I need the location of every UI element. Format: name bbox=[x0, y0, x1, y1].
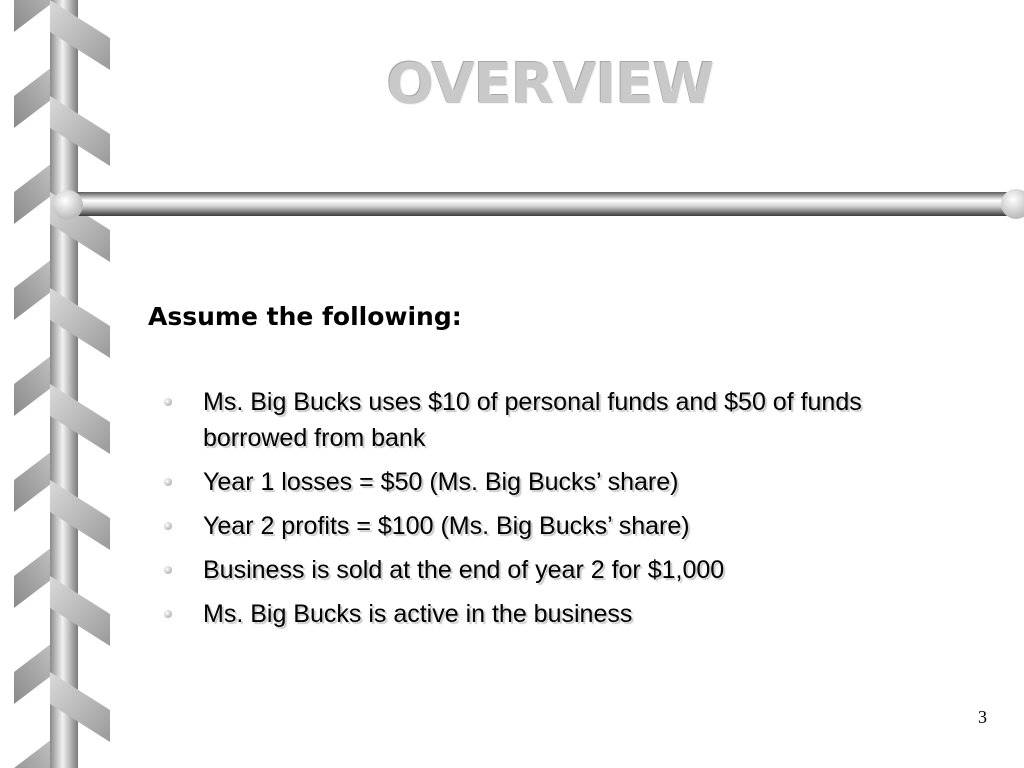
bullet-item bbox=[164, 384, 904, 456]
slide-title: OVERVIEW bbox=[386, 52, 714, 117]
ribbon-decoration bbox=[0, 0, 112, 768]
ribbon-band-back bbox=[14, 64, 56, 128]
ribbon-band-back bbox=[14, 640, 56, 704]
bullet-text: Business is sold at the end of year 2 for $1,000 bbox=[203, 556, 725, 584]
ribbon-band-back bbox=[14, 544, 56, 608]
bullet-text: Year 2 profits = $100 (Ms. Big Bucks’ share) bbox=[203, 512, 690, 540]
bullet-text: Ms. Big Bucks uses $10 of personal funds and $50 of funds borrowed from bank bbox=[203, 388, 862, 452]
ribbon-band-back bbox=[14, 256, 56, 320]
ribbon-band-back bbox=[14, 0, 56, 32]
bullet-list bbox=[164, 384, 904, 640]
horizontal-rule bbox=[48, 186, 1024, 226]
bullet-item bbox=[164, 596, 904, 632]
ribbon-band-back bbox=[14, 352, 56, 416]
bullet-item bbox=[164, 508, 904, 544]
bullet-dot-icon bbox=[164, 478, 172, 486]
bullet-text: Ms. Big Bucks is active in the business bbox=[203, 600, 633, 628]
ribbon-band-back bbox=[14, 736, 56, 768]
page-number: 3 bbox=[978, 707, 987, 727]
bullet-item bbox=[164, 552, 904, 588]
bullet-item bbox=[164, 464, 904, 500]
bullet-text: Year 1 losses = $50 (Ms. Big Bucks’ share) bbox=[203, 468, 679, 496]
ribbon-band-back bbox=[14, 448, 56, 512]
bullet-dot-icon bbox=[164, 610, 172, 618]
slide-subtitle: Assume the following: bbox=[148, 302, 462, 331]
bullet-dot-icon bbox=[164, 398, 172, 406]
bullet-dot-icon bbox=[164, 522, 172, 530]
bullet-dot-icon bbox=[164, 566, 172, 574]
